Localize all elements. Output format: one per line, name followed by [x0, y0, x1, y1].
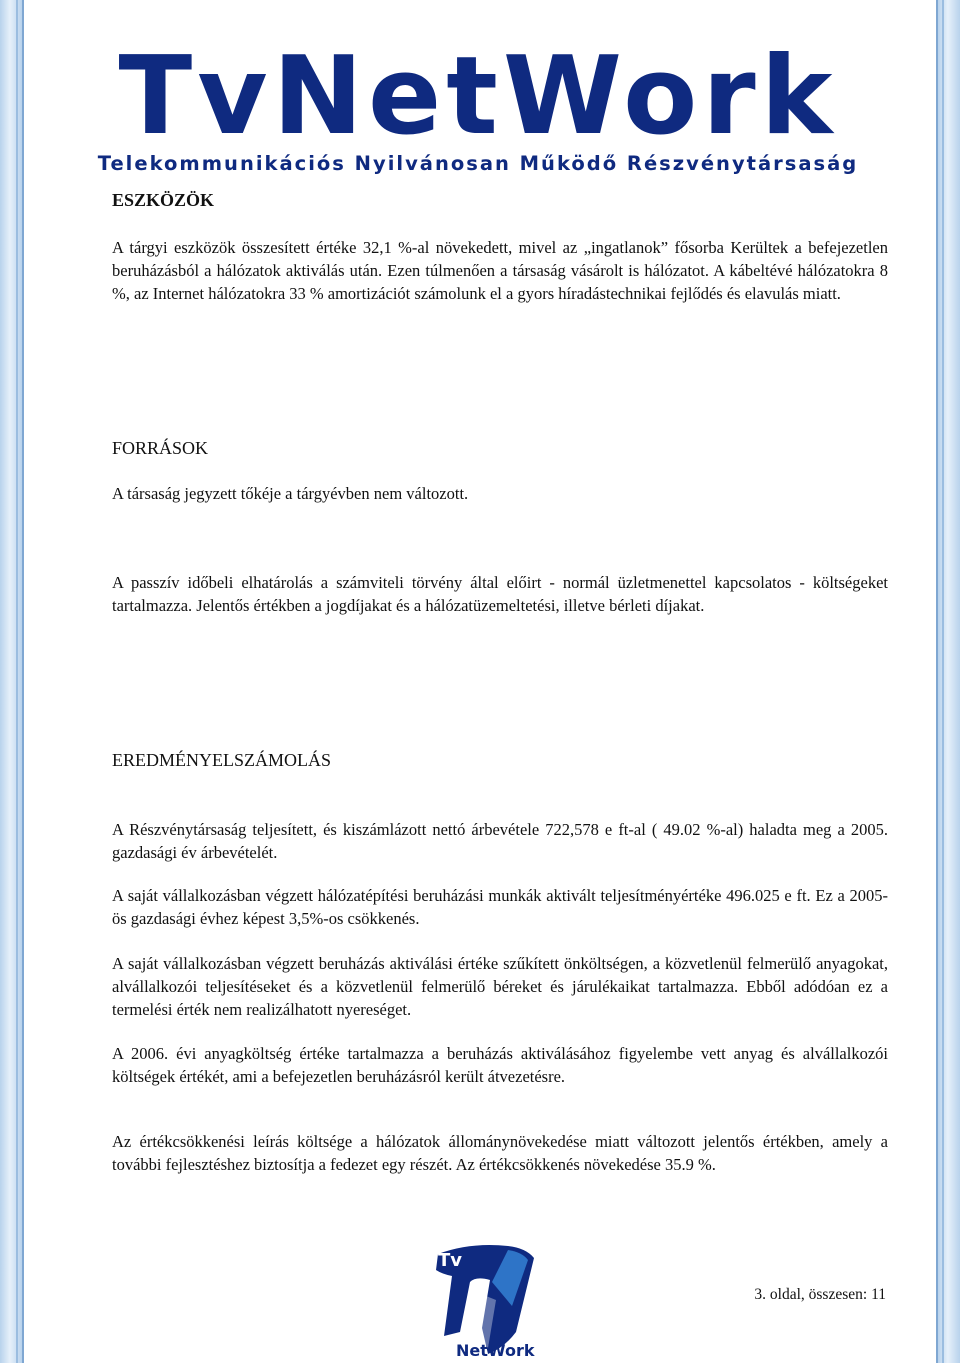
header-logo	[96, 34, 860, 182]
section-eszkozok	[112, 190, 888, 211]
section-heading: EREDMÉNYELSZÁMOLÁS	[112, 750, 331, 770]
paragraph: A saját vállalkozásban végzett beruházás aktiválási értéke szűkített önköltségen, a közvetlenül felmerülő anyagokat, alvállalkozói teljesítéseket és a közvetlenül felmerülő béreket és járulékaikat tartalmazza. Ebből adódóan ez a termelési érték nem realizálhatott nyereséget.	[112, 954, 888, 1019]
paragraph: A saját vállalkozásban végzett hálózatépítési beruházási munkák aktivált teljesítményértéke 496.025 e ft. Ez a 2005-ös gazdasági évhez képest 3,5%-os csökkenés.	[112, 886, 888, 928]
section-forrasok-body-2	[112, 571, 888, 617]
section-eredmeny-body-5	[112, 1130, 888, 1176]
section-eredmeny-body-3	[112, 952, 888, 1021]
paragraph: A társaság jegyzett tőkéje a tárgyévben nem változott.	[112, 484, 469, 503]
section-heading: FORRÁSOK	[112, 438, 209, 458]
page-number: 3. oldal, összesen: 11	[754, 1286, 886, 1303]
paragraph: Az értékcsökkenési leírás költsége a hálózatok állománynövekedése miatt változott jelentős értékben, amely a további fejlesztéshez biztosítja a fedezet egy részét. Az értékcsökkenés növekedése 35.9 %.	[112, 1132, 888, 1174]
section-forrasok-body-1	[112, 482, 888, 505]
paragraph: A passzív időbeli elhatárolás a számviteli törvény által előirt - normál üzletmenettel kapcsolatos - költségeket tartalmazza. Jelentős értékben a jogdíjakat és a hálózatüzemeltetési, illetve bérleti díjakat.	[112, 573, 888, 615]
footer-logo-tv: Tv	[438, 1250, 463, 1271]
page-frame-left	[0, 0, 24, 1363]
footer-logo-graphic	[430, 1236, 540, 1360]
section-eszkozok-body	[112, 236, 888, 305]
page-frame-right	[936, 0, 960, 1363]
section-eredmeny-body-2	[112, 884, 888, 930]
section-eredmeny-body-1	[112, 818, 888, 864]
section-heading: ESZKÖZÖK	[112, 190, 215, 210]
paragraph: A Részvénytársaság teljesített, és kiszámlázott nettó árbevétele 722,578 e ft-al ( 49.02 %-al) haladta meg a 2005. gazdasági év árbevételét.	[112, 820, 888, 862]
paragraph: A 2006. évi anyagköltség értéke tartalmazza a beruházás aktiválásához figyelembe vett anyag és alvállalkozói költségek értékét, ami a befejezetlen beruházásról került átvezetésre.	[112, 1044, 888, 1086]
paragraph: A tárgyi eszközök összesített értéke 32,1 %-al növekedett, mivel az „ingatlanok” fősorba Kerültek a befejezetlen beruházásból a hálózatok aktiválás után. Ezen túlmenően a társaság vásárolt is hálózatot. A kábeltévé hálózatokra 8 %, az Internet hálózatokra 33 % amortizációt számolunk el a gyors híradástechnikai fejlődés és elavulás miatt.	[112, 238, 888, 303]
section-forrasok	[112, 438, 888, 459]
section-eredmeny	[112, 750, 888, 771]
footer-logo	[430, 1236, 540, 1360]
logo-subtitle: Telekommunikációs Nyilvánosan Működő Részvénytársaság	[97, 152, 859, 175]
footer-logo-network: NetWork	[456, 1341, 535, 1360]
section-eredmeny-body-4	[112, 1042, 888, 1088]
logo-wordmark: TvNetWork	[118, 34, 838, 159]
